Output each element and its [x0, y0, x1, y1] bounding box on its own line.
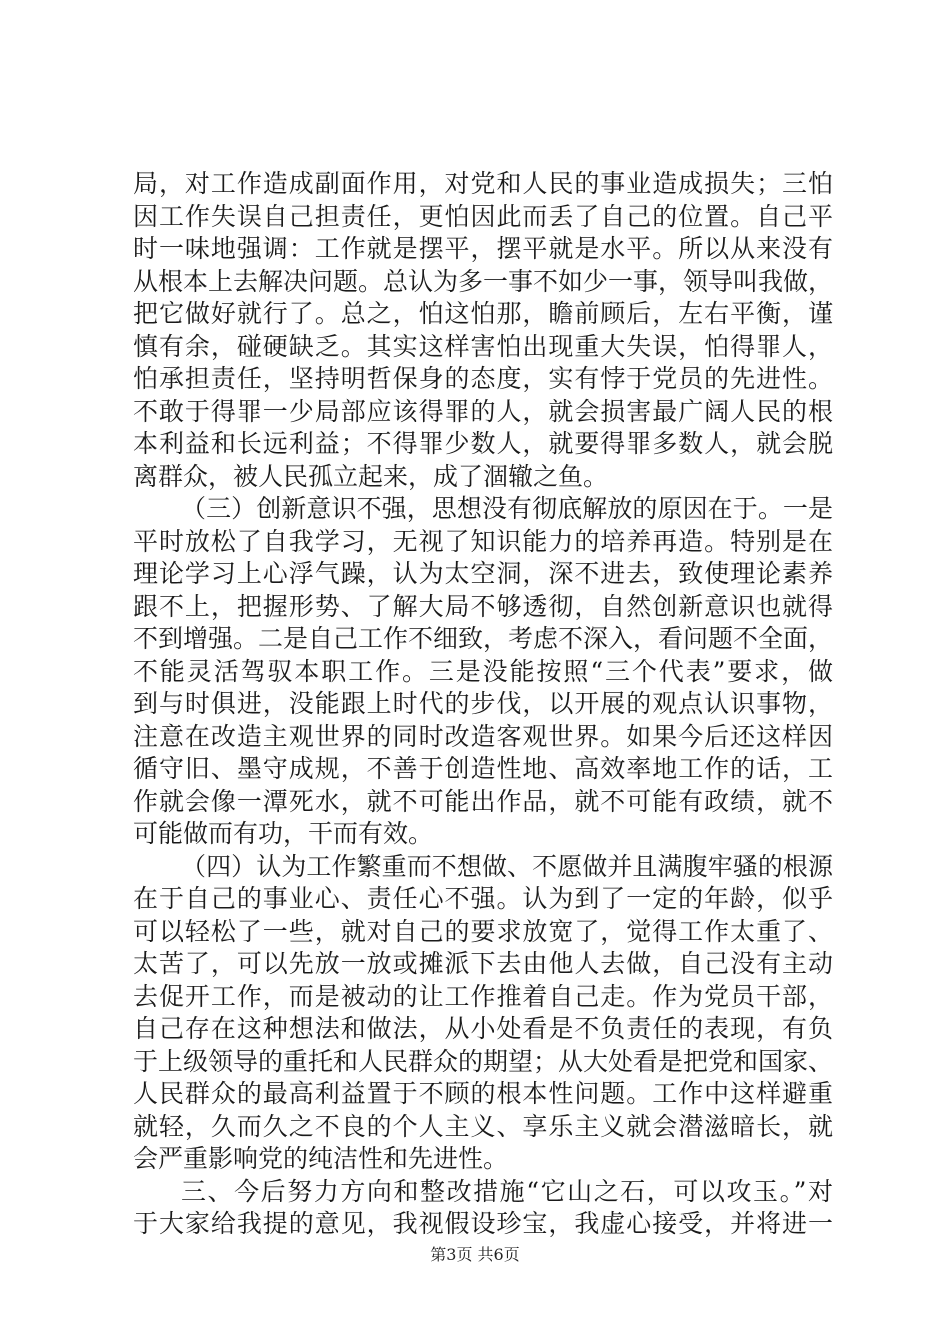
body-text [133, 168, 833, 1241]
text-line: 不能灵活驾驭本职工作。三是没能按照“三个代表”要求，做 [133, 656, 833, 686]
text-line: 理论学习上心浮气躁，认为太空洞，深不进去，致使理论素养 [133, 559, 833, 588]
text-line: 去促开工作，而是被动的让工作推着自己走。作为党员干部， [133, 981, 833, 1011]
text-line: 本利益和长远利益；不得罪少数人，就要得罪多数人，就会脱 [133, 429, 833, 458]
text-line: 可能做而有功，干而有效。 [133, 819, 434, 848]
text-line: 太苦了，可以先放一放或摊派下去由他人去做，自己没有主动 [133, 949, 833, 978]
text-line: 作就会像一潭死水，就不可能出作品，就不可能有政绩，就不 [133, 786, 833, 816]
text-line: 离群众，被人民孤立起来，成了涸辙之鱼。 [133, 461, 609, 491]
text-line: 把它做好就行了。总之，怕这怕那，瞻前顾后，左右平衡，谨 [133, 299, 833, 328]
text-line: 时一味地强调：工作就是摆平，摆平就是水平。所以从来没有 [133, 234, 833, 263]
paragraph-start-line: （四）认为工作繁重而不想做、不愿做并且满腹牢骚的根源 [181, 851, 833, 881]
text-line: 慎有余，碰硬缺乏。其实这样害怕出现重大失误，怕得罪人， [133, 331, 833, 361]
text-line: 怕承担责任，坚持明哲保身的态度，实有悖于党员的先进性。 [133, 364, 833, 393]
page-number: 第3页 共6页 [430, 1245, 520, 1264]
text-line: 注意在改造主观世界的同时改造客观世界。如果今后还这样因 [133, 721, 833, 751]
text-line: 在于自己的事业心、责任心不强。认为到了一定的年龄，似乎 [133, 884, 833, 913]
section-heading-line: 三、今后努力方向和整改措施“它山之石，可以攻玉。”对 [181, 1176, 833, 1206]
text-line: 局，对工作造成副面作用，对党和人民的事业造成损失；三怕 [133, 169, 833, 198]
text-line: 从根本上去解决问题。总认为多一事不如少一事，领导叫我做， [133, 266, 834, 296]
text-line: 跟不上，把握形势、了解大局不够透彻，自然创新意识也就得 [133, 591, 833, 621]
text-line: 可以轻松了一些，就对自己的要求放宽了，觉得工作太重了、 [133, 916, 833, 946]
text-line: 自己存在这种想法和做法，从小处看是不负责任的表现，有负 [133, 1014, 833, 1043]
text-line: 于大家给我提的意见，我视假设珍宝，我虚心接受，并将进一 [133, 1209, 833, 1238]
text-line: 人民群众的最高利益置于不顾的根本性问题。工作中这样避重 [133, 1079, 833, 1108]
text-line: 循守旧、墨守成规，不善于创造性地、高效率地工作的话，工 [133, 754, 833, 783]
text-line: 不敢于得罪一少局部应该得罪的人，就会损害最广阔人民的根 [133, 396, 833, 426]
paragraph-start-line: （三）创新意识不强，思想没有彻底解放的原因在于。一是 [181, 494, 833, 523]
text-line: 于上级领导的重托和人民群众的期望；从大处看是把党和国家、 [133, 1046, 834, 1076]
text-line: 因工作失误自己担责任，更怕因此而丢了自己的位置。自己平 [133, 201, 833, 231]
text-line: 就轻，久而久之不良的个人主义、享乐主义就会潜滋暗长，就 [133, 1111, 833, 1141]
text-line: 会严重影响党的纯洁性和先进性。 [133, 1144, 509, 1173]
text-line: 到与时俱进，没能跟上时代的步伐，以开展的观点认识事物， [133, 689, 833, 718]
text-line: 不到增强。二是自己工作不细致，考虑不深入，看问题不全面， [133, 624, 834, 653]
text-line: 平时放松了自我学习，无视了知识能力的培养再造。特别是在 [133, 526, 833, 556]
